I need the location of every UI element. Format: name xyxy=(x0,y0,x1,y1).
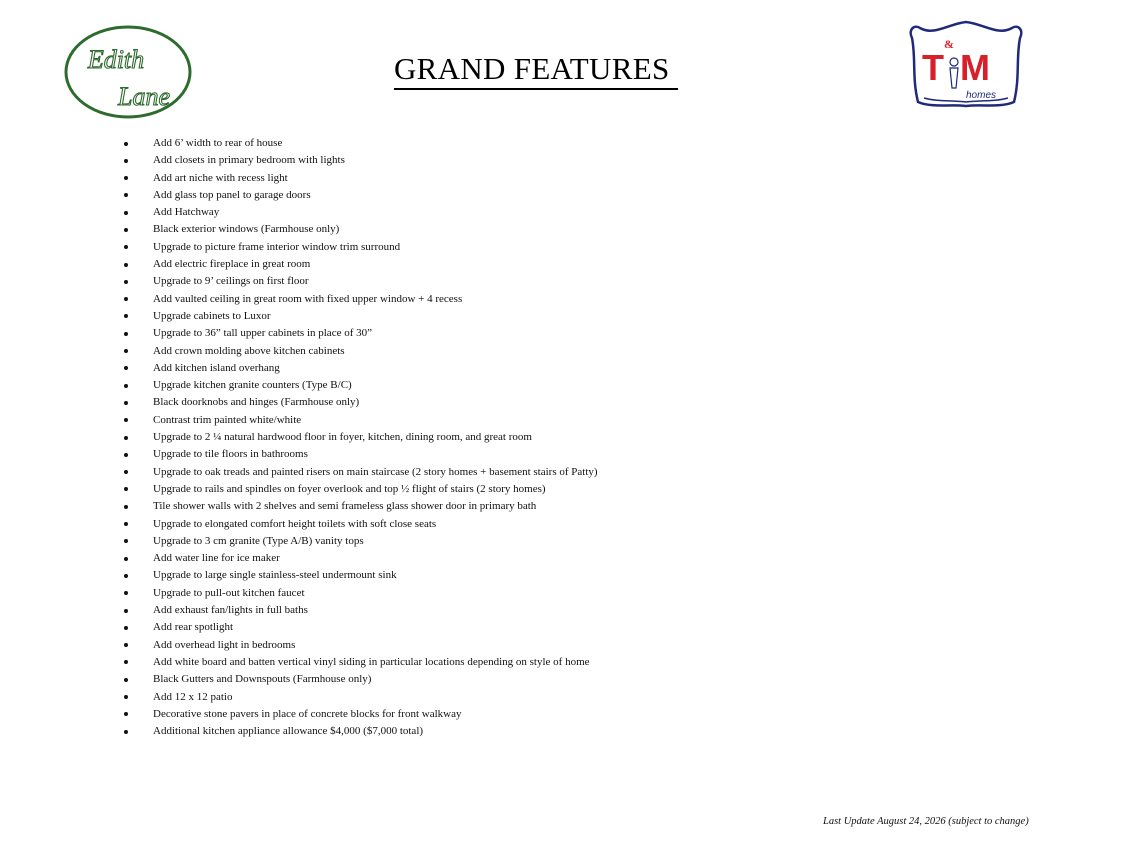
tm-homes-logo-text: homes xyxy=(966,90,997,101)
feature-item xyxy=(122,308,598,325)
bullet-icon xyxy=(124,263,128,267)
feature-item xyxy=(122,204,598,221)
bullet-icon xyxy=(124,384,128,388)
bullet-icon xyxy=(124,453,128,457)
feature-text: Upgrade to 2 ¼ natural hardwood floor in foyer, kitchen, dining room, and great room xyxy=(153,431,532,444)
feature-text: Upgrade to 36” tall upper cabinets in place of 30” xyxy=(153,327,373,340)
feature-item xyxy=(122,152,598,169)
feature-item xyxy=(122,498,598,515)
feature-text: Add glass top panel to garage doors xyxy=(153,188,311,201)
page-title: GRAND FEATURES xyxy=(394,51,678,90)
feature-item xyxy=(122,446,598,463)
tm-homes-logo xyxy=(904,18,1028,112)
svg-text:T: T xyxy=(922,47,944,88)
bullet-icon xyxy=(124,436,128,440)
feature-item xyxy=(122,239,598,256)
feature-text: Add electric fireplace in great room xyxy=(153,258,311,271)
bullet-icon xyxy=(124,349,128,353)
bullet-icon xyxy=(124,142,128,146)
bullet-icon xyxy=(124,539,128,543)
feature-text: Upgrade to pull-out kitchen faucet xyxy=(153,586,305,599)
feature-list xyxy=(122,135,598,740)
edith-lane-logo-line1: Edith xyxy=(87,45,145,74)
feature-item xyxy=(122,256,598,273)
feature-item xyxy=(122,170,598,187)
feature-item xyxy=(122,273,598,290)
last-update-note: Last Update August 24, 2026 (subject to change) xyxy=(823,816,1029,827)
bullet-icon xyxy=(124,176,128,180)
feature-item xyxy=(122,585,598,602)
feature-text: Add crown molding above kitchen cabinets xyxy=(153,344,345,357)
feature-item xyxy=(122,671,598,688)
feature-item xyxy=(122,516,598,533)
bullet-icon xyxy=(124,626,128,630)
bullet-icon xyxy=(124,245,128,249)
bullet-icon xyxy=(124,609,128,613)
feature-text: Tile shower walls with 2 shelves and semi frameless glass shower door in primary bath xyxy=(153,500,537,513)
feature-text: Add overhead light in bedrooms xyxy=(153,638,296,651)
feature-text: Add water line for ice maker xyxy=(153,552,280,565)
feature-item xyxy=(122,464,598,481)
feature-item xyxy=(122,533,598,550)
feature-text: Black doorknobs and hinges (Farmhouse only) xyxy=(153,396,360,409)
bullet-icon xyxy=(124,660,128,664)
feature-text: Add 6’ width to rear of house xyxy=(153,137,283,149)
bullet-icon xyxy=(124,505,128,509)
feature-item xyxy=(122,377,598,394)
edith-lane-logo-line2: Lane xyxy=(118,82,170,111)
feature-item xyxy=(122,637,598,654)
feature-item xyxy=(122,602,598,619)
feature-text: Upgrade cabinets to Luxor xyxy=(153,309,271,322)
feature-text: Add kitchen island overhang xyxy=(153,361,280,374)
feature-text: Upgrade to picture frame interior window trim surround xyxy=(153,240,401,253)
feature-item xyxy=(122,429,598,446)
bullet-icon xyxy=(124,522,128,526)
bullet-icon xyxy=(124,193,128,197)
bullet-icon xyxy=(124,314,128,318)
feature-text: Upgrade to tile floors in bathrooms xyxy=(153,448,308,461)
feature-item xyxy=(122,325,598,342)
feature-text: Decorative stone pavers in place of concrete blocks for front walkway xyxy=(153,707,462,720)
feature-text: Upgrade to 3 cm granite (Type A/B) vanity tops xyxy=(153,534,364,547)
feature-text: Upgrade kitchen granite counters (Type B/C) xyxy=(153,379,352,392)
feature-item xyxy=(122,412,598,429)
feature-text: Upgrade to 9’ ceilings on first floor xyxy=(153,275,309,288)
edith-lane-logo xyxy=(64,25,192,119)
feature-text: Upgrade to large single stainless-steel undermount sink xyxy=(153,569,397,582)
feature-item xyxy=(122,394,598,411)
bullet-icon xyxy=(124,159,128,163)
feature-item xyxy=(122,221,598,238)
svg-text:M: M xyxy=(960,47,990,88)
bullet-icon xyxy=(124,678,128,682)
feature-text: Add rear spotlight xyxy=(153,621,234,634)
feature-text: Add vaulted ceiling in great room with fixed upper window + 4 recess xyxy=(153,292,463,305)
bullet-icon xyxy=(124,574,128,578)
feature-text: Contrast trim painted white/white xyxy=(153,413,302,426)
feature-item xyxy=(122,706,598,723)
feature-item xyxy=(122,550,598,567)
bullet-icon xyxy=(124,643,128,647)
feature-item xyxy=(122,291,598,308)
feature-text: Black exterior windows (Farmhouse only) xyxy=(153,223,340,236)
bullet-icon xyxy=(124,280,128,284)
feature-item xyxy=(122,343,598,360)
feature-item xyxy=(122,567,598,584)
feature-text: Add art niche with recess light xyxy=(153,171,288,184)
bullet-icon xyxy=(124,211,128,215)
feature-item xyxy=(122,723,598,740)
feature-text: Add 12 x 12 patio xyxy=(153,690,233,703)
bullet-icon xyxy=(124,366,128,370)
feature-item xyxy=(122,187,598,204)
bullet-icon xyxy=(124,487,128,491)
feature-text: Add exhaust fan/lights in full baths xyxy=(153,604,308,617)
bullet-icon xyxy=(124,557,128,561)
feature-text: Upgrade to oak treads and painted risers on main staircase (2 story homes + basement stairs of Patty) xyxy=(153,465,598,478)
feature-item xyxy=(122,360,598,377)
bullet-icon xyxy=(124,297,128,301)
feature-text: Additional kitchen appliance allowance $4,000 ($7,000 total) xyxy=(153,725,424,738)
bullet-icon xyxy=(124,332,128,336)
bullet-icon xyxy=(124,470,128,474)
feature-text: Add white board and batten vertical vinyl siding in particular locations depending on style of home xyxy=(153,655,590,668)
bullet-icon xyxy=(124,228,128,232)
feature-item xyxy=(122,689,598,706)
feature-text: Add closets in primary bedroom with lights xyxy=(153,154,345,167)
bullet-icon xyxy=(124,695,128,699)
feature-text: Upgrade to elongated comfort height toilets with soft close seats xyxy=(153,517,437,530)
bullet-icon xyxy=(124,418,128,422)
feature-text: Upgrade to rails and spindles on foyer overlook and top ½ flight of stairs (2 story homes) xyxy=(153,482,546,495)
feature-item xyxy=(122,654,598,671)
feature-text: Black Gutters and Downspouts (Farmhouse only) xyxy=(153,673,372,686)
bullet-icon xyxy=(124,730,128,734)
bullet-icon xyxy=(124,591,128,595)
feature-text: Add Hatchway xyxy=(153,206,220,219)
feature-item xyxy=(122,481,598,498)
bullet-icon xyxy=(124,712,128,716)
feature-item xyxy=(122,135,598,152)
feature-item xyxy=(122,619,598,636)
bullet-icon xyxy=(124,401,128,405)
svg-text:&: & xyxy=(944,37,954,51)
